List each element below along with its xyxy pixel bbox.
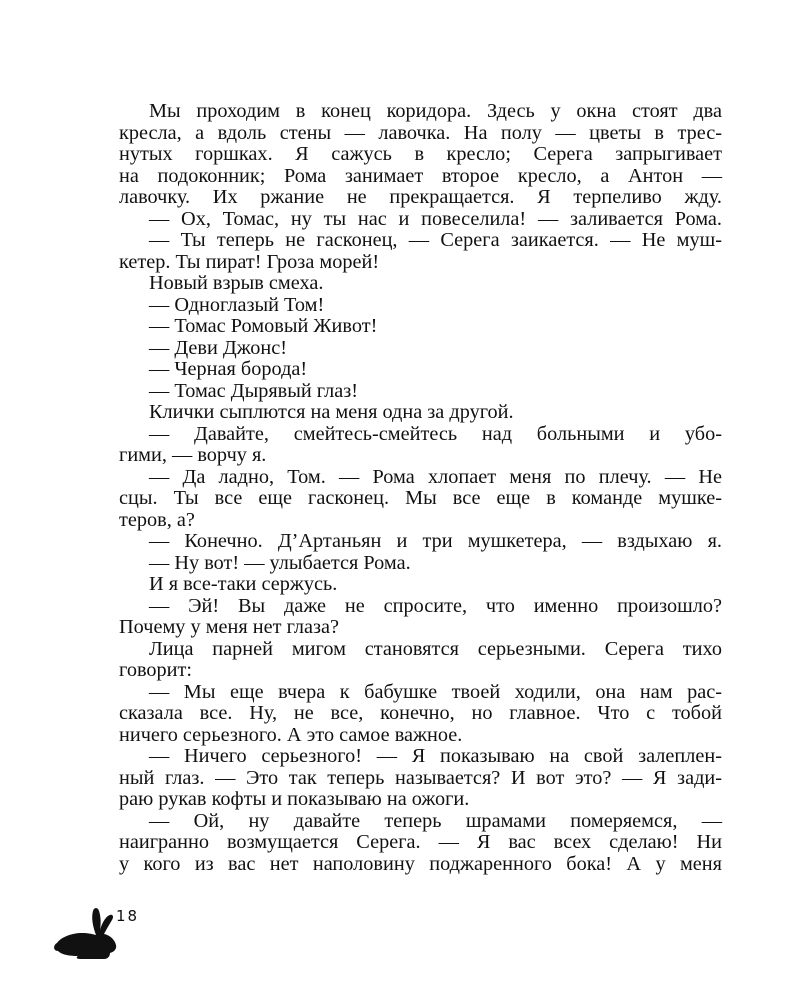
page-number: 18 xyxy=(116,907,140,925)
text-line: сцы. Ты все еще гасконец. Мы все еще в команде мушке- xyxy=(119,487,722,509)
text-line: кресла, а вдоль стены — лавочка. На полу — цветы в трес- xyxy=(119,121,722,144)
text-line: ный глаз. — Это так теперь называется? И вот это? — Я зади- xyxy=(119,766,722,789)
text-line: нутых горшках. Я сажусь в кресло; Серега запрыгивает xyxy=(119,143,722,165)
text-line: — Эй! Вы даже не спросите, что именно произошло? xyxy=(149,594,722,617)
page-footer xyxy=(52,905,172,965)
text-line: — Ох, Томас, ну ты нас и повеселила! — заливается Рома. xyxy=(149,207,722,230)
text-line: Почему у меня нет глаза? xyxy=(119,616,340,638)
text-line: Новый взрыв смеха. xyxy=(149,272,324,294)
text-line: наигранно возмущается Серега. — Я вас всех сделаю! Ни xyxy=(119,831,722,853)
text-line: у кого из вас нет наполовину поджаренного бока! А у меня xyxy=(119,852,722,875)
text-line: раю рукав кофты и показываю на ожоги. xyxy=(119,788,470,810)
rabbit-icon xyxy=(52,905,118,961)
rabbit-silhouette xyxy=(54,908,116,959)
text-line: — Конечно. Д’Артаньян и три мушкетера, — вздыхаю я. xyxy=(149,530,722,552)
text-line: — Томас Ромовый Живот! xyxy=(149,315,378,337)
text-line: И я все-таки сержусь. xyxy=(149,573,338,595)
text-line: — Мы еще вчера к бабушке твоей ходили, она нам рас- xyxy=(149,680,722,703)
text-line: гими, — ворчу я. xyxy=(119,444,267,466)
text-line: теров, а? xyxy=(119,508,195,531)
text-line: — Да ладно, Том. — Рома хлопает меня по плечу. — Не xyxy=(149,465,722,488)
text-line: кетер. Ты пират! Гроза морей! xyxy=(119,250,380,273)
text-line: — Ничего серьезного! — Я показываю на свой залеплен- xyxy=(149,745,722,767)
page-body xyxy=(119,101,722,875)
text-line: — Деви Джонс! xyxy=(149,336,288,359)
text-line: Мы проходим в конец коридора. Здесь у окна стоят два xyxy=(149,100,722,122)
text-line: Клички сыплются на меня одна за другой. xyxy=(149,401,514,423)
text-line: на подоконник; Рома занимает второе кресло, а Антон — xyxy=(119,164,722,187)
text-line: — Томас Дырявый глаз! xyxy=(149,379,358,402)
text-line: — Одноглазый Том! xyxy=(149,293,325,316)
text-line: — Давайте, смейтесь-смейтесь над больными и убо- xyxy=(149,422,722,445)
text-line: — Ну вот! — улыбается Рома. xyxy=(149,551,411,574)
text-line: Лица парней мигом становятся серьезными. Серега тихо xyxy=(149,637,722,660)
text-line: лавочку. Их ржание не прекращается. Я терпеливо жду. xyxy=(119,186,722,208)
text-line: говорит: xyxy=(119,659,193,681)
text-line: ничего серьезного. А это самое важное. xyxy=(119,723,463,746)
text-line: — Ты теперь не гасконец, — Серега заикается. — Не муш- xyxy=(149,229,722,251)
text-line: — Черная борода! xyxy=(149,358,308,380)
text-line: сказала все. Ну, не все, конечно, но главное. Что с тобой xyxy=(119,702,722,724)
text-line: — Ой, ну давайте теперь шрамами померяемся, — xyxy=(149,809,722,832)
